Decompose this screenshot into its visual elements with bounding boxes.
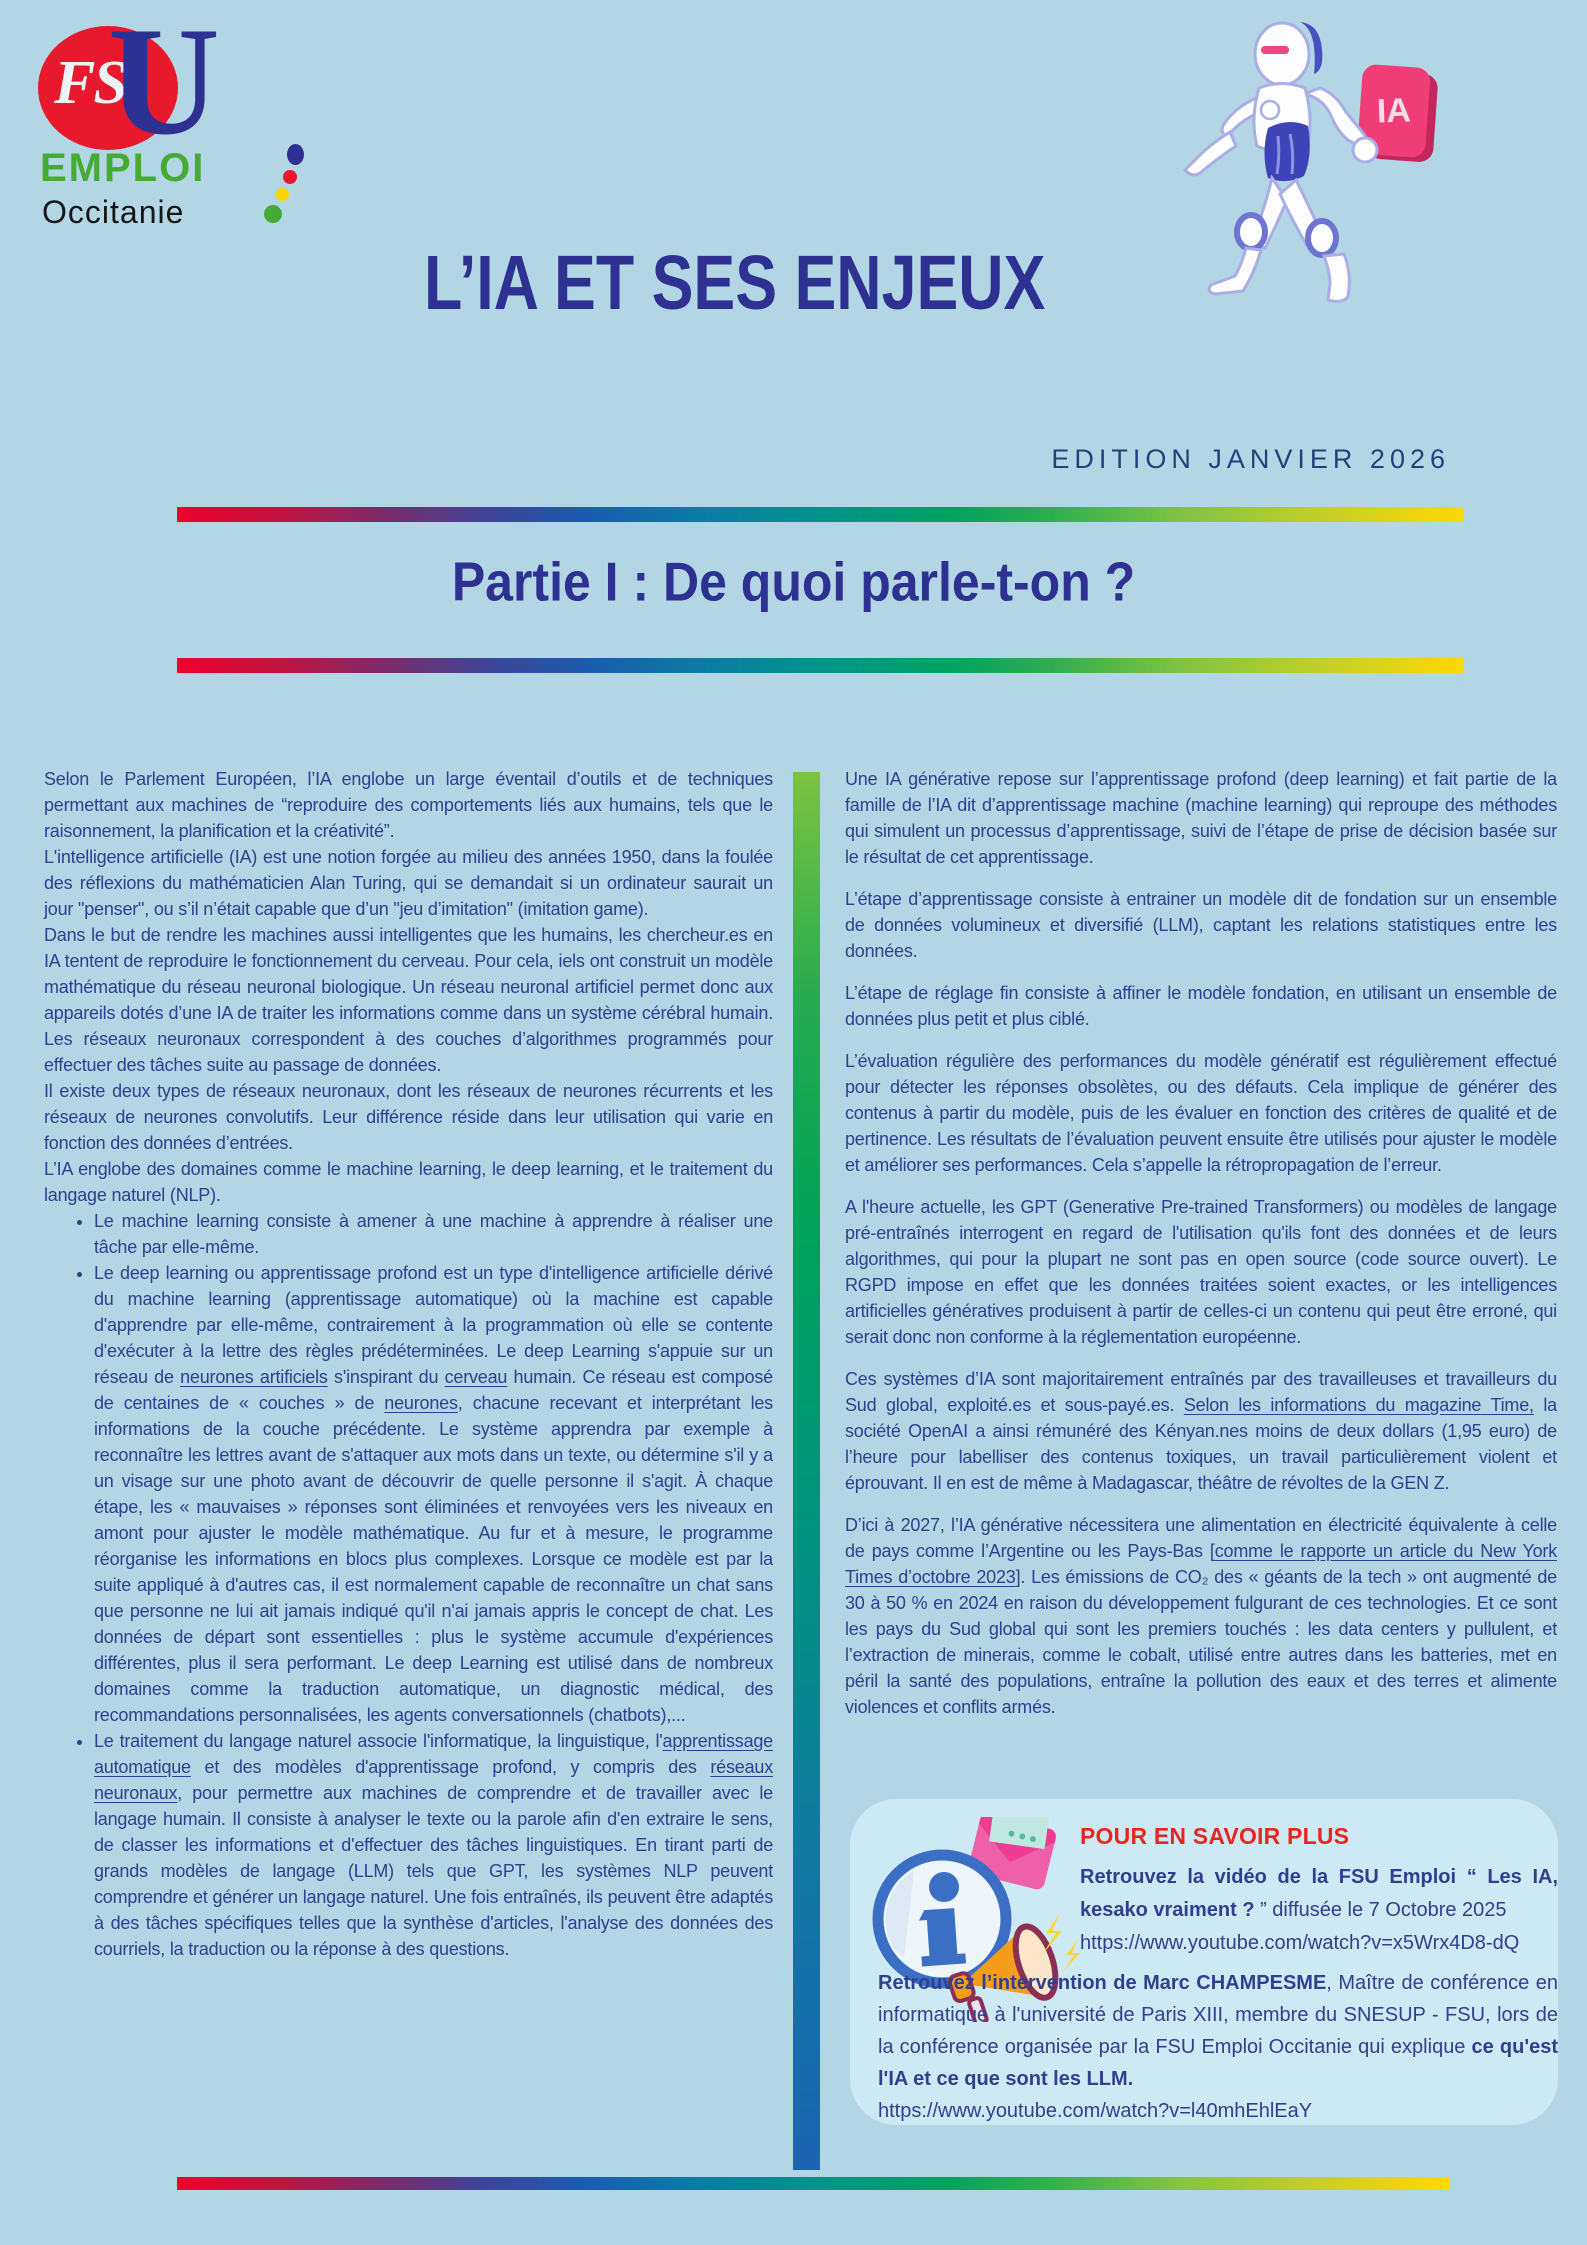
- info-box: [850, 1799, 1558, 2125]
- text-run: la société OpenAI a ainsi rémunéré des Kényan.nes moins de deux dollars (1,95 euro) de l’heure pour labelliser des contenus toxiques, un travail particulièrement violent et éprouvant. Il en est de même à Madagascar, théâtre de révoltes de la GEN Z.: [845, 1395, 1557, 1493]
- body-paragraph: [44, 766, 773, 844]
- text-run: et des modèles d'apprentissage profond, y compris des: [190, 1757, 711, 1777]
- text-run: s'inspirant du: [327, 1367, 445, 1387]
- inline-link[interactable]: Selon les informations du magazine Time,: [1183, 1395, 1534, 1415]
- inline-link[interactable]: réseaux neuronaux: [94, 1757, 773, 1803]
- gradient-rule-bottom: [177, 658, 1463, 673]
- text-run: Retrouvez l’intervention de Marc CHAMPESME: [878, 1972, 1327, 1994]
- text-run: Le deep learning ou apprentissage profond est un type d'intelligence artificielle dérivé du machine learning (apprentissage automatique) où la machine est capable d'apprendre par elle-même, contrairement à la programmation où elle se contente d'exécuter à la lettre des règles prédéterminées. Le deep Learning s'appuie sur un réseau de: [94, 1263, 773, 1387]
- text-run: L’étape d’apprentissage consiste à entrainer un modèle dit de fondation sur un ensemble de données volumineux et diversifié (LLM), captant les relations statistiques entre les données.: [845, 889, 1557, 961]
- text-run: Le machine learning consiste à amener à une machine à apprendre à réaliser une tâche par elle-même.: [94, 1211, 773, 1257]
- text-run: A l'heure actuelle, les GPT (Generative Pre-trained Transformers) ou modèles de langage pré-entraînés interrogent en regard de l'utilisation qu'ils font des données et de leurs algorithmes, qui pour la plupart ne sont pas en open source (code source ouvert). Le RGPD impose en effet que les données traitées soient exactes, or les intelligences artificielles génératives produisent à partir de celles-ci un contenu qui peut être erroné, qui serait donc non conforme à la réglementation européenne.: [845, 1197, 1557, 1347]
- body-paragraph: [44, 922, 773, 1078]
- body-paragraph: [845, 1048, 1557, 1178]
- logo-dot-green: [264, 205, 282, 223]
- inline-link[interactable]: neurones artificiels: [180, 1367, 328, 1387]
- logo-emploi-label: EMPLOI: [40, 146, 206, 190]
- text-run: ]. Les émissions de CO₂ des « géants de la tech » ont augmenté de 30 à 50 % en 2024 en raison du développement fulgurant de ces technologies. Et ce sont les pays du Sud global qui sont les premiers touchés : les data centers y pullulent, et l’extraction de minerais, comme le cobalt, utilisé entre autres dans les batteries, met en péril la santé des populations, entraîne la pollution des eaux et des terres et alimente violences et conflits armés.: [845, 1567, 1557, 1717]
- inline-link[interactable]: comme le rapporte un article du New York Times d’octobre 2023: [845, 1541, 1557, 1587]
- text-run: , chacune recevant et interprétant les informations de la couche précédente. Le système apprendra par exemple à reconnaître les lettres avant de s'attaquer aux mots dans un texte, ou détermine s'il y a un visage sur une photo avant de découvrir de quelle personne il s'agit. À chaque étape, les « mauvaises » réponses sont éliminées et renvoyées vers les niveaux en amont pour ajuster le modèle mathématique. Au fur et à mesure, le programme réorganise les informations en blocs plus complexes. Lorsque ce modèle est par la suite appliqué à d'autres cas, il est normalement capable de reconnaître un chat sans que personne ne lui ait jamais indiqué qu'il n'ai jamais appris le concept de chat. Les données de départ sont essentielles : plus le système accumule d'expériences différentes, plus il sera performant. Le deep Learning est utilisé dans de nombreux domaines comme la traduction automatique, un diagnostic médical, des recommandations personnalisées, les agents conversationnels (chatbots),...: [94, 1393, 773, 1725]
- info-video-blurb: [1080, 1861, 1558, 1960]
- info-box-title: POUR EN SAVOIR PLUS: [1080, 1823, 1350, 1849]
- body-paragraph: [845, 980, 1557, 1032]
- text-run: Le traitement du langage naturel associe l'informatique, la linguistique, l': [94, 1731, 663, 1751]
- right-column: [845, 766, 1557, 1736]
- text-run: L’étape de réglage fin consiste à affiner le modèle fondation, en utilisant un ensemble de données plus petit et plus ciblé.: [845, 983, 1557, 1029]
- text-run: Selon le Parlement Européen, l’IA englobe un large éventail d’outils et de techniques permettant aux machines de “reproduire des comportements liés aux humains, tels que le raisonnement, la planification et la créativité”.: [44, 769, 773, 841]
- text-run: Il existe deux types de réseaux neuronaux, dont les réseaux de neurones récurrents et les réseaux de neurones convolutifs. Leur différence réside dans leur utilisation qui varie en fonction des données d’entrées.: [44, 1081, 773, 1153]
- fsu-logo-fs: FS: [54, 49, 126, 117]
- info-paragraph-1: [1080, 1861, 1558, 1927]
- text-run: D’ici à 2027, l’IA générative nécessitera une alimentation en électricité équivalente à celle de pays comme l’Argentine ou les Pays-Bas [: [845, 1515, 1557, 1561]
- body-paragraph: [845, 1512, 1557, 1720]
- text-run: , Maître de conférence en informatique à l'université de Paris XIII, membre du SNESUP - FSU, lors de la conférence organisée par la FSU Emploi Occitanie qui explique: [878, 1972, 1558, 2058]
- text-run: Retrouvez la vidéo de la FSU Emploi “ Les IA, kesako vraiment ?: [1080, 1866, 1558, 1921]
- page-title: L’IA ET SES ENJEUX: [424, 239, 1046, 325]
- bullet-item: [94, 1728, 773, 1962]
- section-heading: Partie I : De quoi parle-t-on ?: [451, 551, 1136, 613]
- text-run: L’évaluation régulière des performances du modèle génératif est régulièrement effectué pour détecter les réponses obsolètes, ou des défauts. Cela implique de générer des contenus à partir du modèle, puis de les évaluer en fonction des critères de qualité et de pertinence. Les résultats de l’évaluation peuvent ensuite être utilisés pour ajuster le modèle et améliorer ses performances. Cela s’appelle la rétropropagation de l’erreur.: [845, 1051, 1557, 1175]
- body-paragraph: [845, 886, 1557, 964]
- body-paragraph: [845, 766, 1557, 870]
- text-run: , pour permettre aux machines de comprendre et de travailler avec le langage humain. Il consiste à analyser le texte ou la parole afin d'en extraire le sens, de classer les informations et d'effectuer des tâches linguistiques. En tirant parti de grands modèles de langage (LLM) tels que GPT, les systèmes NLP peuvent comprendre et générer un langage naturel. Une fois entraînés, ils peuvent être adaptés à des tâches spécifiques telles que la synthèse d'articles, l'analyse des données des courriels, la traduction ou la réponse à des questions.: [94, 1783, 773, 1959]
- text-run: L'intelligence artificielle (IA) est une notion forgée au milieu des années 1950, dans la foulée des réflexions du mathématicien Alan Turing, qui se demandait si un ordinateur saurait un jour "penser", ou s’il n’était capable que d’un "jeu d’imitation" (imitation game).: [44, 847, 773, 919]
- body-paragraph: [44, 1078, 773, 1156]
- column-divider: [793, 772, 820, 2170]
- text-run: humain. Ce réseau est composé de centaines de « couches » de: [94, 1367, 773, 1413]
- left-paragraphs: [44, 766, 773, 1208]
- text-run: Dans le but de rendre les machines aussi intelligentes que les humains, les chercheur.es en IA tentent de reproduire le fonctionnement du cerveau. Pour cela, iels ont construit un modèle mathématique du réseau neuronal biologique. Un réseau neuronal artificiel permet donc aux appareils dotés d’une IA de traiter les informations comme dans un système cérébral humain. Les réseaux neuronaux correspondent à des couches d’algorithmes programmés pour effectuer des tâches suite au passage de données.: [44, 925, 773, 1075]
- left-column: [44, 766, 773, 1962]
- gradient-rule-top: [177, 507, 1463, 522]
- body-paragraph: [845, 1366, 1557, 1496]
- bullet-item: [94, 1208, 773, 1260]
- info-paragraph-2: [878, 1967, 1558, 2095]
- inline-link[interactable]: neurones: [384, 1393, 458, 1413]
- logo-dot-yellow: [276, 188, 289, 201]
- video-url-2[interactable]: https://www.youtube.com/watch?v=l40mhEhlEaY: [878, 2100, 1313, 2122]
- body-paragraph: [44, 1156, 773, 1208]
- text-run: ce qu'est l'IA et ce que sont les LLM.: [878, 2036, 1558, 2090]
- body-paragraph: [845, 1194, 1557, 1350]
- text-run: Ces systèmes d’IA sont majoritairement entraînés par des travailleuses et travailleurs du Sud global, exploité.es et sous-payé.es.: [845, 1369, 1557, 1415]
- logo-dot-red: [283, 170, 297, 184]
- body-paragraph: [44, 844, 773, 922]
- video-url-1[interactable]: https://www.youtube.com/watch?v=x5Wrx4D8-dQ: [1080, 1932, 1520, 1954]
- robot-illustration: [1132, 6, 1440, 304]
- bullet-item: [94, 1260, 773, 1728]
- fsu-logo-u: U: [108, 0, 220, 167]
- text-run: ” diffusée le 7 Octobre 2025: [1260, 1899, 1507, 1921]
- gradient-rule-footer: [177, 2177, 1449, 2190]
- logo-region-label: Occitanie: [42, 194, 185, 230]
- text-run: Une IA générative repose sur l’apprentissage profond (deep learning) et fait partie de la famille de l’IA dit d’apprentissage machine (machine learning) qui reproupe des méthodes qui simulent un processus d’apprentissage, suivi de l’étape de prise de décision basée sur le résultat de cet apprentissage.: [845, 769, 1557, 867]
- left-bullet-list: [44, 1208, 773, 1962]
- edition-date: EDITION JANVIER 2026: [1051, 444, 1450, 474]
- logo-dot-blue: [287, 144, 304, 165]
- inline-link[interactable]: cerveau: [444, 1367, 508, 1387]
- svg-text:IA: IA: [1376, 91, 1412, 131]
- info-conference-blurb: [878, 1967, 1558, 2127]
- text-run: L’IA englobe des domaines comme le machine learning, le deep learning, et le traitement du langage naturel (NLP).: [44, 1159, 773, 1205]
- inline-link[interactable]: apprentissage automatique: [94, 1731, 773, 1777]
